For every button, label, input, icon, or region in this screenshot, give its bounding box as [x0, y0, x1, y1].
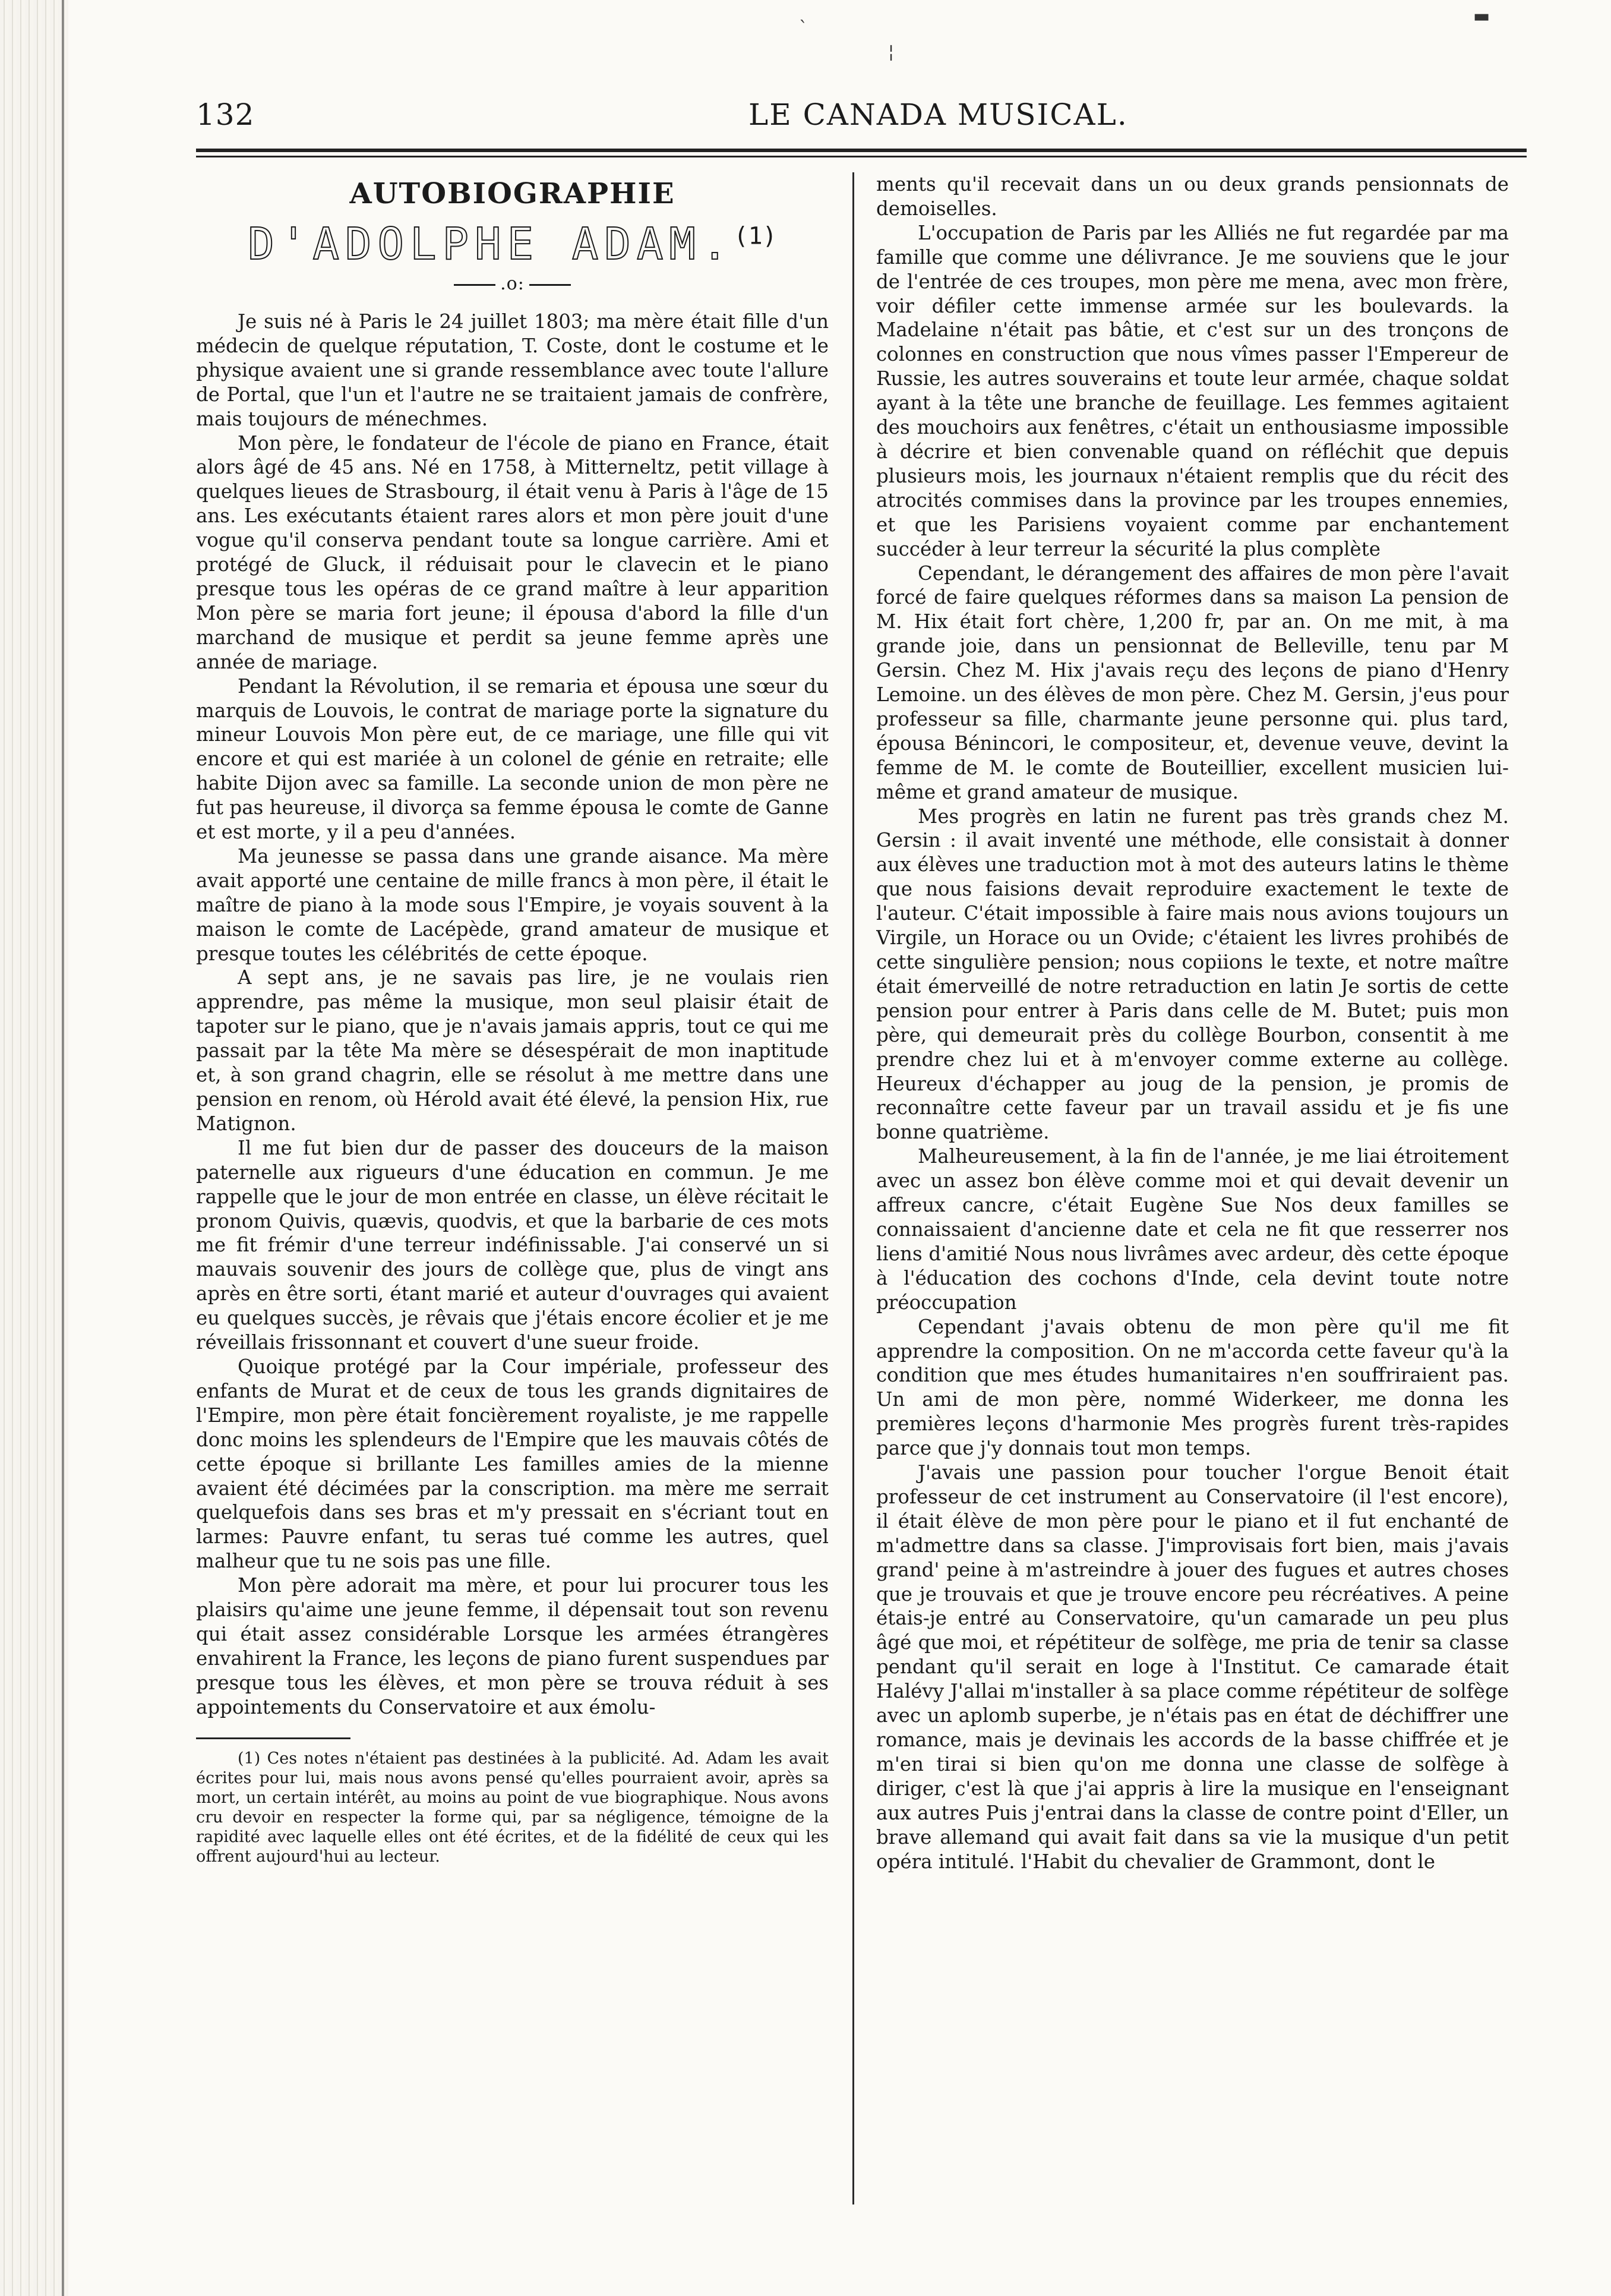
running-title: LE CANADA MUSICAL. [748, 97, 1128, 132]
ornament-text: .o: [500, 273, 525, 294]
scan-speck: ▬ [1473, 6, 1490, 27]
paragraph: Quoique protégé par la Cour impériale, professeur des enfants de Murat et de ceux de tous les grands dignitaires de l'Empire, mon père était foncièrement royaliste, je me rappelle donc moins les splendeurs de l'Empire que les mauvais côtés de cette époque si brillante Les familles amies de la mienne avaient été décimées par la conscription. ma mère me serrait quelquefois dans ses bras et m'y pressait en s'écriant tout en larmes: Pauvre enfant, tu seras tué comme les autres, quel malheur que tu ne sois pas une fille. [196, 1355, 829, 1573]
paragraph: Je suis né à Paris le 24 juillet 1803; ma mère était fille d'un médecin de quelque réputation, T. Coste, dont le costume et le physique avaient une si grande ressemblance avec toute l'allure de Portal, que l'un et l'autre ne se traitaient jamais de confrère, mais toujours de ménechmes. [196, 310, 829, 430]
footnote: (1) Ces notes n'étaient pas destinées à la publicité. Ad. Adam les avait écrites pour lui, mais nous avons pensé qu'elles pourraient avoir, après sa mort, un certain intérêt, au moins au point de vue biographique. Nous avons cru devoir en respecter la forme qui, par sa négligence, témoigne de la rapidité avec laquelle elles ont été écrites, et de la fidélité de ceux qui les offrent aujourd'hui au lecteur. [196, 1749, 829, 1866]
right-paragraphs [876, 221, 1509, 1874]
header-rule-thin [196, 156, 1527, 157]
paragraph: L'occupation de Paris par les Alliés ne fut regardée par ma famille que comme une délivrance. Je me souviens que le jour de l'entrée de ces troupes, mon père me mena, avec mon frère, voir défiler cette immense armée sur les boulevards. la Madelaine n'était pas bâtie, et c'est sur un des tronçons de colonnes en construction que nous vîmes passer l'Empereur de Russie, les autres souverains et toute leur armée, chaque soldat ayant à la tête une branche de feuillage. Les femmes agitaient des mouchoirs aux fenêtres, c'était un enthousiasme impossible à décrire et bien convenable quand on réfléchit que depuis plusieurs mois, les journaux n'étaient remplis que du récit des atrocités commises dans la province par les troupes ennemies, et que les Parisiens voyaient comme par enchantement succéder à leur terreur la sécurité la plus complète [876, 221, 1509, 560]
paragraph: Ma jeunesse se passa dans une grande aisance. Ma mère avait apporté une centaine de mille francs à mon père, il était le maître de piano à la mode sous l'Empire, je voyais souvent à la maison le comte de Lacépède, grand amateur de musique et presque toutes les célébrités de cette époque. [196, 844, 829, 965]
left-paragraphs [196, 310, 829, 1720]
right-column [876, 172, 1509, 2193]
paragraph: Malheureusement, à la fin de l'année, je me liai étroitement avec un assez bon élève comme moi et qui devait devenir un affreux cancre, c'était Eugène Sue Nos deux familles se connaissaient d'ancienne date et cela ne fit que resserrer nos liens d'amitié Nous nous livrâmes avec ardeur, dès cette époque à l'éducation des cochons d'Inde, cela devint toute notre préoccupation [876, 1145, 1509, 1314]
binding-shadow-line [62, 0, 64, 2296]
left-column [196, 172, 829, 2193]
paragraph: Pendant la Révolution, il se remaria et épousa une sœur du marquis de Louvois, le contrat de mariage porte la signature du mineur Louvois Mon père eut, de ce mariage, une fille qui vit encore et qui est mariée à un colonel de génie en retraite; elle habite Dijon avec sa famille. La seconde union de mon père ne fut pas heureuse, il divorça sa femme épousa le comte de Ganne et est morte, y il a peu d'années. [196, 674, 829, 844]
header-rule-thick [196, 149, 1527, 152]
footnote-rule [196, 1737, 350, 1739]
paragraph: Cependant, le dérangement des affaires de mon père l'avait forcé de faire quelques réformes dans sa maison La pension de M. Hix était fort chère, 1,200 fr, par an. On me mit, à ma grande joie, dans un pensionnat de Belleville, tenu par M Gersin. Chez M. Hix j'avais reçu des leçons de piano d'Henry Lemoine. un des élèves de mon père. Chez M. Gersin, j'eus pour professeur sa fille, charmante jeune personne qui. plus tard, épousa Bénincori, le compositeur, et, devenue veuve, devint la femme de M. le comte de Bouteillier, excellent musicien lui-même et grand amateur de musique. [876, 562, 1509, 803]
footnote-reference: (1) [734, 222, 777, 250]
article-subtitle [196, 219, 829, 270]
paragraph: A sept ans, je ne savais pas lire, je ne voulais rien apprendre, pas même la musique, mon seul plaisir était de tapoter sur le piano, que je n'avais jamais appris, tout ce qui me passait par la tête Ma mère se désespérait de mon inaptitude et, à son grand chagrin, elle se résolut à me mettre dans une pension en renom, où Hérold avait été élevé, la pension Hix, rue Matignon. [196, 966, 829, 1135]
title-ornament [196, 273, 829, 294]
paragraph: Il me fut bien dur de passer des douceurs de la maison paternelle aux rigueurs d'une éducation en commun. Je me rappelle que le jour de mon entrée en classe, un élève récitait le pronom Quivis, quævis, quodvis, et que la barbarie de ces mots me fit frémir d'une terreur indéfinissable. J'ai conservé un si mauvais souvenir des jours de collège que, plus de vingt ans après en être sorti, étant marié et auteur d'ouvrages qui avaient eu quelques succès, je rêvais que j'étais encore écolier et je me réveillais frissonnant et couvert d'une sueur froide. [196, 1136, 829, 1354]
paragraph: Mes progrès en latin ne furent pas très grands chez M. Gersin : il avait inventé une méthode, elle consistait à donner aux élèves une traduction mot à mot des auteurs latins le thème que nous faisions devait reproduire exactement le texte de l'auteur. C'était impossible à faire mais nous avions toujours un Virgile, un Horace ou un Ovide; c'étaient les livres prohibés de cette singulière pension; nous copiions le texte, et notre maître était émerveillé de notre retraduction en latin Je sortis de cette pension pour entrer à Paris dans celle de M. Butet; puis mon père, qui demeurait près du collège Bourbon, consentit à me prendre chez lui et à m'envoyer comme externe au collège. Heureux d'échapper au joug de la pension, je promis de reconnaître cette faveur par un travail assidu et je fis une bonne quatrième. [876, 805, 1509, 1144]
continuation-paragraph: ments qu'il recevait dans un ou deux grands pensionnats de demoiselles. [876, 173, 1509, 220]
article-subtitle-text: D'ADOLPHE ADAM. [248, 219, 734, 270]
scan-speck: ¦ [888, 42, 895, 62]
article-title: AUTOBIOGRAPHIE [349, 177, 675, 210]
scan-speck: ˋ [799, 18, 808, 39]
binding-edge [0, 0, 68, 2296]
column-divider [852, 172, 854, 2204]
page-number: 132 [196, 97, 255, 132]
paragraph: Mon père, le fondateur de l'école de piano en France, était alors âgé de 45 ans. Né en 1758, à Mitterneltz, petit village à quelques lieues de Strasbourg, il était venu à Paris à l'âge de 15 ans. Les exécutants étaient rares alors et mon père jouit d'une vogue qu'il conserva pendant toute sa longue carrière. Ami et protégé de Gluck, il réduisait pour le clavecin et le piano presque tous les opéras de ce grand maître à leur apparition Mon père se maria fort jeune; il épousa d'abord la fille d'un marchand de musique et perdit sa jeune femme après une année de mariage. [196, 431, 829, 673]
paragraph: Cependant j'avais obtenu de mon père qu'il me fit apprendre la composition. On ne m'accorda cette faveur qu'à la condition que mes études humanitaires n'en souffriraient pas. Un ami de mon père, nommé Widerkeer, me donna les premières leçons d'harmonie Mes progrès furent très-rapides parce que j'y donnais tout mon temps. [876, 1315, 1509, 1460]
paragraph: J'avais une passion pour toucher l'orgue Benoit était professeur de cet instrument au Conservatoire (il l'est encore), il était élève de mon père pour le piano et il fut enchanté de m'admettre dans sa classe. J'improvisais fort bien, mais j'avais grand' peine à m'astreindre à jouer des fugues et autres choses que je trouvais et que je trouve encore peu récréatives. A peine étais-je entré au Conservatoire, qu'un camarade un peu plus âgé que moi, et répétiteur de solfège, me pria de tenir sa classe pendant qu'il serait en loge à l'Institut. Ce camarade était Halévy J'allai m'installer à sa place comme répétiteur de solfège avec un aplomb superbe, je n'étais pas en état de déchiffrer une romance, mais je devinais les accords de la basse chiffrée et je m'en tirai si bien qu'on me donna une classe de solfège à diriger, c'est là que j'ai appris à lire la musique en l'enseignant aux autres Puis j'entrai dans la classe de contre point d'Eller, un brave allemand qui avait fait dans sa vie la musique d'un petit opéra intitulé. l'Habit du chevalier de Grammont, dont le [876, 1461, 1509, 1873]
paragraph: Mon père adorait ma mère, et pour lui procurer tous les plaisirs qu'aime une jeune femme, il dépensait tout son revenu qui était assez considérable Lorsque les armées étrangères envahirent la France, les leçons de piano furent suspendues par presque tous les élèves, et mon père se trouva réduit à ses appointements du Conservatoire et aux émolu- [196, 1574, 829, 1718]
page-header [196, 89, 1527, 143]
